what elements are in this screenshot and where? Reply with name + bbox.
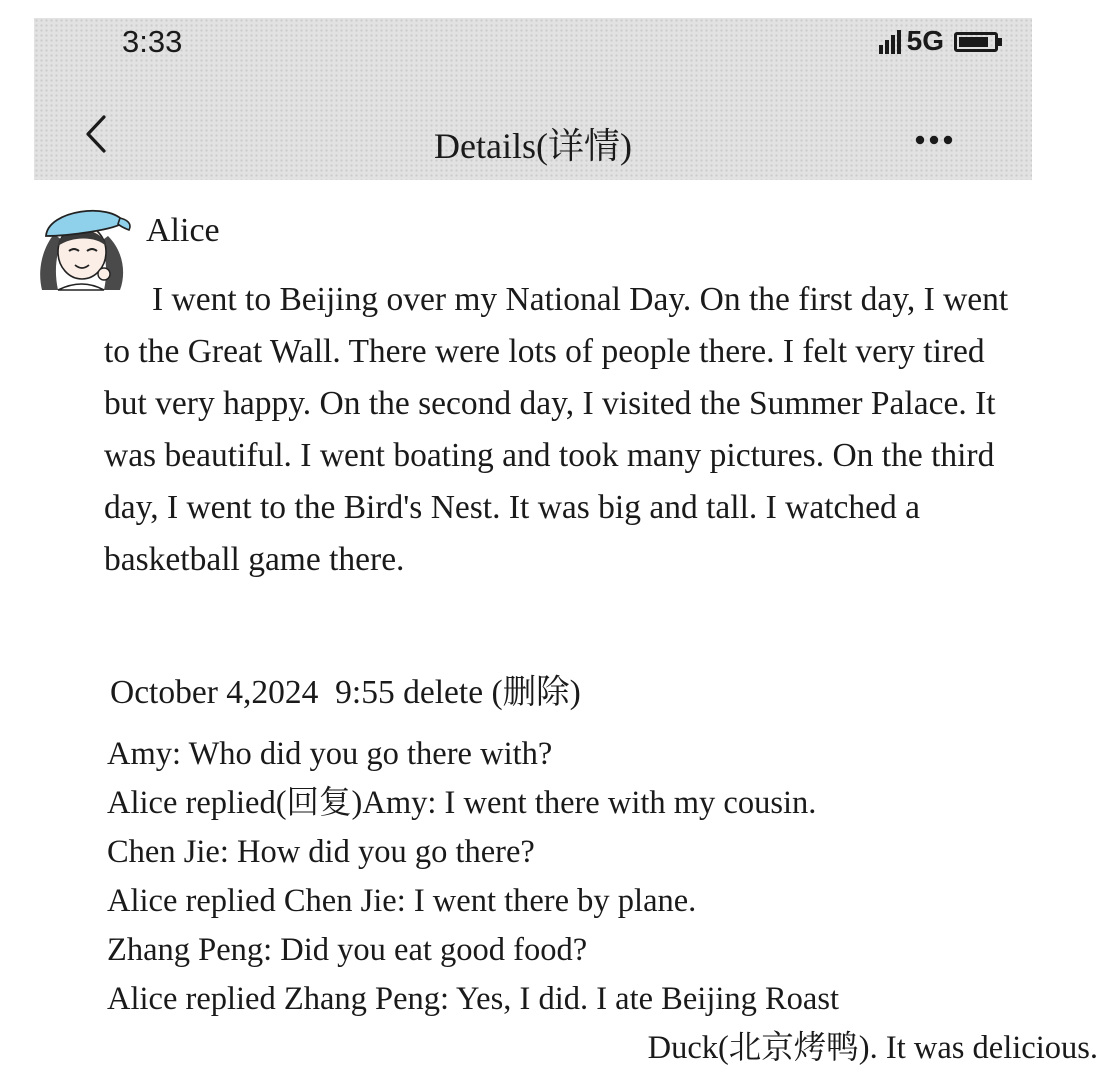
comment-text: Amy: Who did you go there with? bbox=[107, 736, 553, 772]
comment-text: Zhang Peng: Did you eat good food? bbox=[107, 932, 588, 968]
status-time: 3:33 bbox=[122, 24, 183, 59]
comment-item[interactable] bbox=[107, 828, 1102, 877]
comment-item[interactable] bbox=[107, 926, 1102, 975]
comment-item[interactable] bbox=[107, 975, 1102, 1073]
status-icons bbox=[879, 25, 998, 56]
signal-bar bbox=[891, 35, 895, 54]
comment-item[interactable] bbox=[107, 877, 1102, 926]
comment-text: Alice replied Zhang Peng: Yes, I did. I ate Beijing Roast bbox=[107, 981, 840, 1017]
network-type-label: 5G bbox=[906, 25, 944, 56]
comment-continuation-text: Duck(北京烤鸭). It was delicious. bbox=[647, 1030, 1098, 1066]
comment-item[interactable] bbox=[107, 779, 1102, 828]
signal-bar bbox=[879, 45, 883, 54]
post-author-name[interactable]: Alice bbox=[146, 212, 220, 249]
post-body-text: I went to Beijing over my National Day. On the first day, I went to the Great Wall. There were lots of people there. I felt very tired but very happy. On the second day, I visited the Summer Palace. It was beautiful. I went boating and took many pictures. On the third day, I went to the Bird's Nest. It was big and tall. I watched a basketball game there. bbox=[104, 281, 1009, 578]
comment-text: Chen Jie: How did you go there? bbox=[107, 834, 535, 870]
comment-list bbox=[107, 730, 1102, 1073]
delete-button[interactable]: delete (删除) bbox=[403, 674, 581, 711]
battery-tip bbox=[998, 38, 1002, 46]
comment-text: Alice replied(回复)Amy: I went there with my cousin. bbox=[107, 785, 817, 821]
battery-icon bbox=[954, 32, 998, 52]
app-header bbox=[34, 18, 1032, 180]
signal-bar bbox=[885, 40, 889, 54]
more-horizontal-icon bbox=[912, 130, 956, 150]
battery-level-fill bbox=[959, 37, 988, 47]
page-title: Details(详情) bbox=[434, 126, 632, 166]
comment-text: Alice replied Chen Jie: I went there by plane. bbox=[107, 883, 697, 919]
signal-strength-icon bbox=[879, 30, 901, 54]
more-options-button[interactable] bbox=[912, 130, 956, 150]
signal-bar bbox=[897, 30, 901, 54]
post-time: 9:55 bbox=[335, 674, 395, 711]
post-meta bbox=[110, 664, 581, 713]
post-date: October 4,2024 bbox=[110, 674, 319, 711]
comment-item[interactable] bbox=[107, 730, 1102, 779]
